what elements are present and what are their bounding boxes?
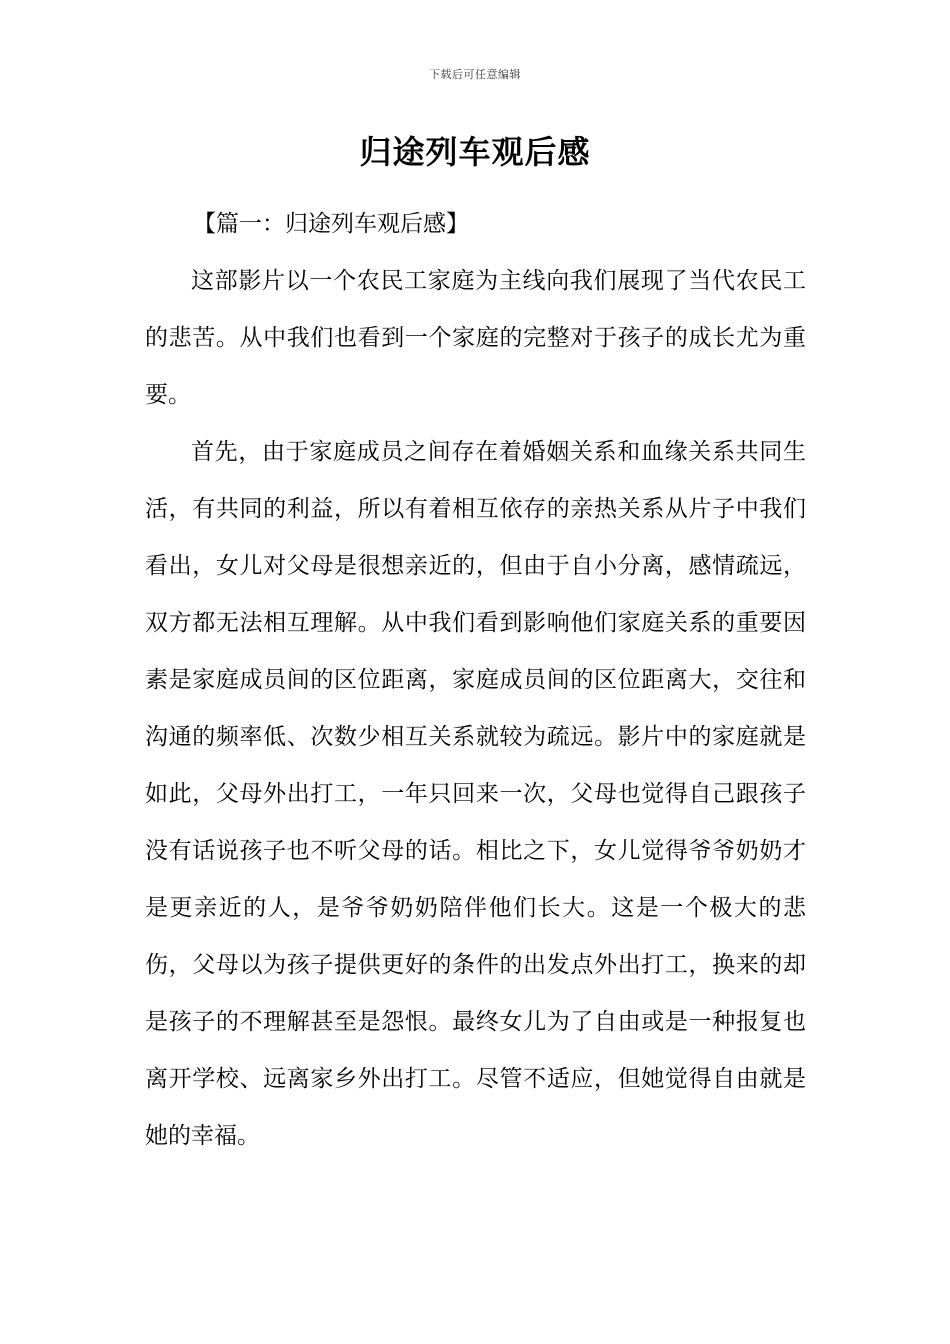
paragraph-main: 首先，由于家庭成员之间存在着婚姻关系和血缘关系共同生活，有共同的利益，所以有着相互依存的亲热关系从片子中我们看出，女儿对父母是很想亲近的，但由于自小分离，感情疏远，双方都无法相互理解。从中我们看到影响他们家庭关系的重要因素是家庭成员间的区位距离，家庭成员间的区位距离大，交往和沟通的频率低、次数少相互关系就较为疏远。影片中的家庭就是如此，父母外出打工，一年只回来一次，父母也觉得自己跟孩子没有话说孩子也不听父母的话。相比之下，女儿觉得爷爷奶奶才是更亲近的人，是爷爷奶奶陪伴他们长大。这是一个极大的悲伤，父母以为孩子提供更好的条件的出发点外出打工，换来的却是孩子的不理解甚至是怨恨。最终女儿为了自由或是一种报复也离开学校、远离家乡外出打工。尽管不适应，但她觉得自由就是她的幸福。 (145, 439, 806, 1149)
document-title: 归途列车观后感 (359, 133, 591, 171)
paragraph-intro: 这部影片以一个农民工家庭为主线向我们展现了当代农民工的悲苦。从中我们也看到一个家庭的完整对于孩子的成长尤为重要。 (145, 268, 806, 408)
document-body (145, 196, 806, 1165)
header-note: 下载后可任意编辑 (429, 68, 521, 81)
section-heading: 【篇一：归途列车观后感】 (193, 211, 469, 237)
